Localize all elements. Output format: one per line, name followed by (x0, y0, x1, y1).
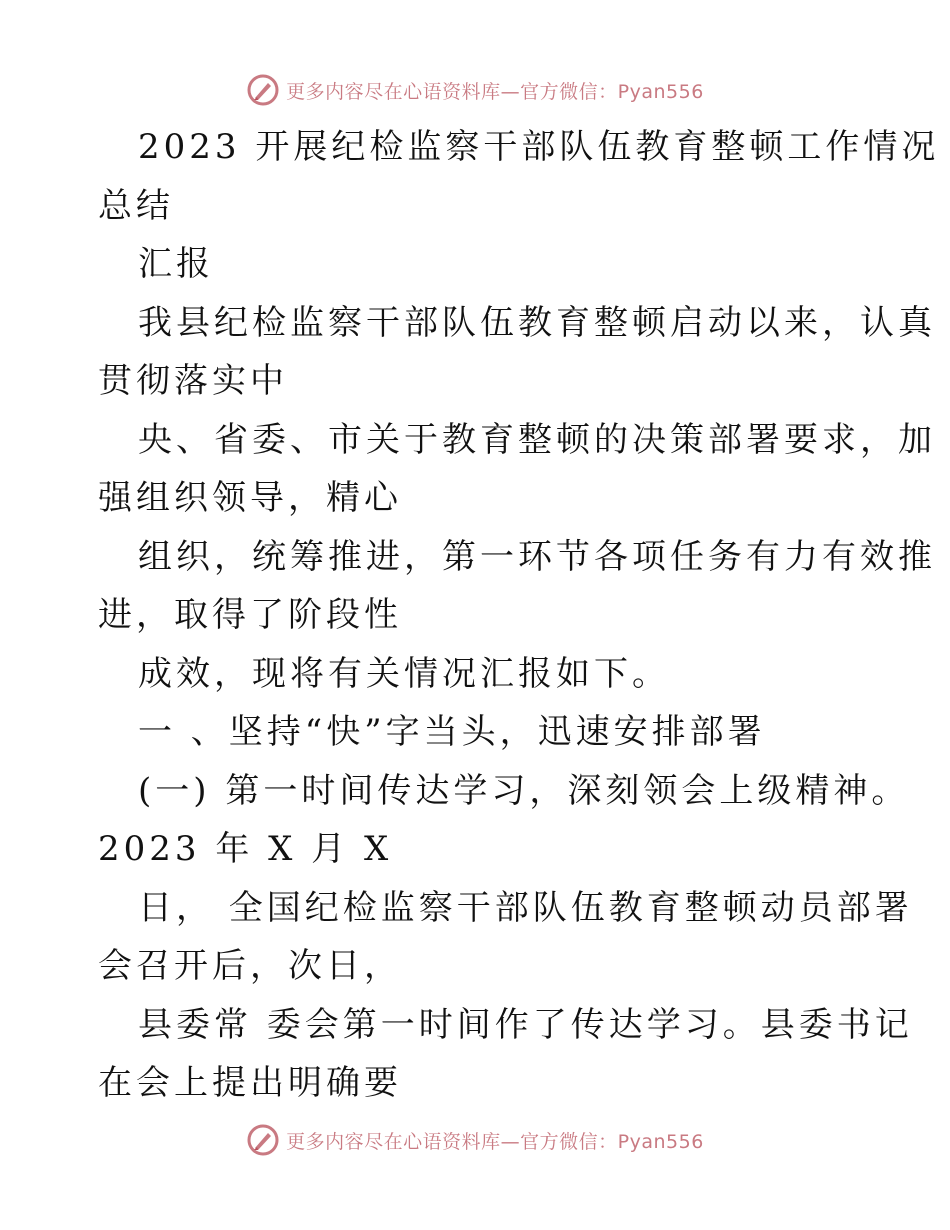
brush-logo-icon (246, 73, 280, 107)
doc-line-1: 2023 开展纪检监察干部队伍教育整顿工作情况 (138, 127, 940, 167)
doc-line-10: 成效，现将有关情况汇报如下。 (138, 653, 670, 694)
doc-line-13: 2023 年 X 月 X (98, 829, 393, 869)
doc-line-11: 一 、坚持“快”字当头，迅速安排部署 (138, 712, 766, 752)
brush-logo-icon (246, 1123, 280, 1157)
header-watermark (0, 70, 950, 110)
doc-line-12: (一) 第一时间传达学习，深刻领会上级精神。 (138, 770, 910, 811)
doc-line-16: 县委常 委会第一时间作了传达学习。县委书记 (138, 1004, 913, 1045)
document-body (98, 118, 940, 1113)
doc-line-7: 强组织领导，精心 (98, 478, 402, 518)
doc-line-4: 我县纪检监察干部队伍教育整顿启动以来，认真 (138, 302, 936, 343)
doc-line-17: 在会上提出明确要 (98, 1063, 402, 1103)
doc-line-14: 日， 全国纪检监察干部队伍教育整顿动员部署 (138, 887, 913, 928)
doc-line-2: 总结 (98, 185, 174, 226)
doc-line-3: 汇报 (138, 244, 214, 284)
doc-line-5: 贯彻落实中 (98, 361, 288, 401)
doc-line-8: 组织，统筹推进，第一环节各项任务有力有效推 (138, 536, 936, 577)
doc-line-9: 进，取得了阶段性 (98, 595, 402, 635)
doc-line-15: 会召开后，次日， (98, 946, 402, 986)
doc-line-6: 央、省委、市关于教育整顿的决策部署要求，加 (138, 419, 936, 460)
footer-watermark (0, 1120, 950, 1160)
watermark-text: 更多内容尽在心语资料库—官方微信：Pyan556 (286, 80, 704, 103)
watermark-text: 更多内容尽在心语资料库—官方微信：Pyan556 (286, 1130, 704, 1153)
